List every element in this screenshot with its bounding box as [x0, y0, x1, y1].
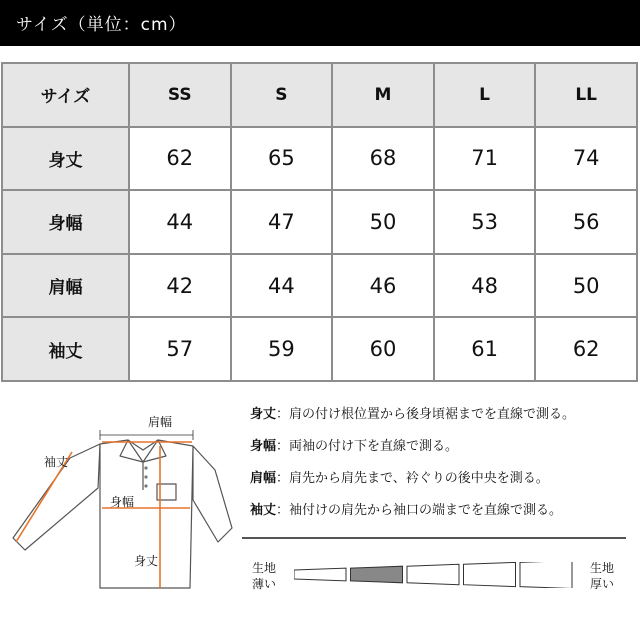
table-cell: 48	[434, 254, 536, 318]
legend-desc: 両袖の付け下を直線で測る。	[289, 439, 459, 454]
table-cell: 42	[129, 254, 231, 318]
legend-separator: ：	[276, 471, 290, 486]
button-dot	[144, 475, 147, 478]
table-cell: 44	[129, 190, 231, 254]
legend-row	[250, 435, 575, 467]
column-header: SS	[129, 63, 231, 127]
table-cell: 44	[231, 254, 333, 318]
thin-label	[252, 560, 276, 592]
table-cell: 53	[434, 190, 536, 254]
legend-row	[250, 499, 575, 531]
length-label: 身丈	[134, 554, 159, 568]
legend-row	[250, 467, 575, 499]
table-cell: 62	[535, 317, 637, 381]
divider	[242, 537, 626, 539]
table-cell: 46	[332, 254, 434, 318]
shoulder-label: 肩幅	[148, 415, 173, 429]
table-header-row	[2, 63, 637, 127]
thick-label-line1: 生地	[590, 561, 615, 575]
table-cell: 50	[535, 254, 637, 318]
page-header	[0, 0, 640, 46]
size-table	[1, 62, 638, 382]
table-cell: 50	[332, 190, 434, 254]
thickness-scale	[294, 562, 580, 588]
row-label: 袖丈	[2, 317, 129, 381]
page-title: サイズ（単位：cm）	[16, 15, 187, 35]
table-cell: 71	[434, 127, 536, 191]
legend-separator: ：	[276, 503, 290, 518]
row-label: 身幅	[2, 190, 129, 254]
legend-separator: ：	[276, 439, 290, 454]
column-header: サイズ	[2, 63, 129, 127]
thin-label-line2: 薄い	[252, 577, 277, 591]
thickness-segment	[520, 562, 572, 588]
table-cell: 59	[231, 317, 333, 381]
table-cell: 62	[129, 127, 231, 191]
table-cell: 56	[535, 190, 637, 254]
table-cell: 68	[332, 127, 434, 191]
legend-desc: 肩先から肩先まで、衿ぐりの後中央を測る。	[289, 471, 549, 486]
table-cell: 61	[434, 317, 536, 381]
table-cell: 60	[332, 317, 434, 381]
legend-term: 身幅	[250, 439, 277, 454]
thickness-segment	[464, 562, 516, 586]
width-label: 身幅	[110, 495, 135, 509]
table-row	[2, 254, 637, 318]
thin-label-line1: 生地	[252, 561, 277, 575]
thickness-segment-selected	[351, 566, 403, 583]
legend-desc: 肩の付け根位置から後身頃裾までを直線で測る。	[289, 407, 576, 422]
table-cell: 65	[231, 127, 333, 191]
button-dot	[144, 484, 147, 487]
column-header: L	[434, 63, 536, 127]
thick-label	[590, 560, 614, 592]
table-cell: 74	[535, 127, 637, 191]
table-cell: 47	[231, 190, 333, 254]
measurement-legend	[250, 403, 575, 531]
right-sleeve-shape	[193, 446, 232, 542]
legend-term: 肩幅	[250, 471, 277, 486]
legend-desc: 袖付けの肩先から袖口の端までを直線で測る。	[289, 503, 563, 518]
guide-lines	[100, 430, 193, 440]
column-header: S	[231, 63, 333, 127]
legend-term: 袖丈	[250, 503, 277, 518]
column-header: M	[332, 63, 434, 127]
table-row	[2, 190, 637, 254]
thickness-segment	[407, 564, 459, 584]
legend-separator: ：	[276, 407, 290, 422]
button-dot	[144, 466, 147, 469]
thickness-segment	[294, 568, 346, 581]
legend-row	[250, 403, 575, 435]
table-row	[2, 127, 637, 191]
column-header: LL	[535, 63, 637, 127]
table-row	[2, 317, 637, 381]
table-cell: 57	[129, 317, 231, 381]
row-label: 身丈	[2, 127, 129, 191]
row-label: 肩幅	[2, 254, 129, 318]
thick-label-line2: 厚い	[590, 577, 615, 591]
sleeve-label: 袖丈	[44, 455, 69, 469]
legend-term: 身丈	[250, 407, 277, 422]
